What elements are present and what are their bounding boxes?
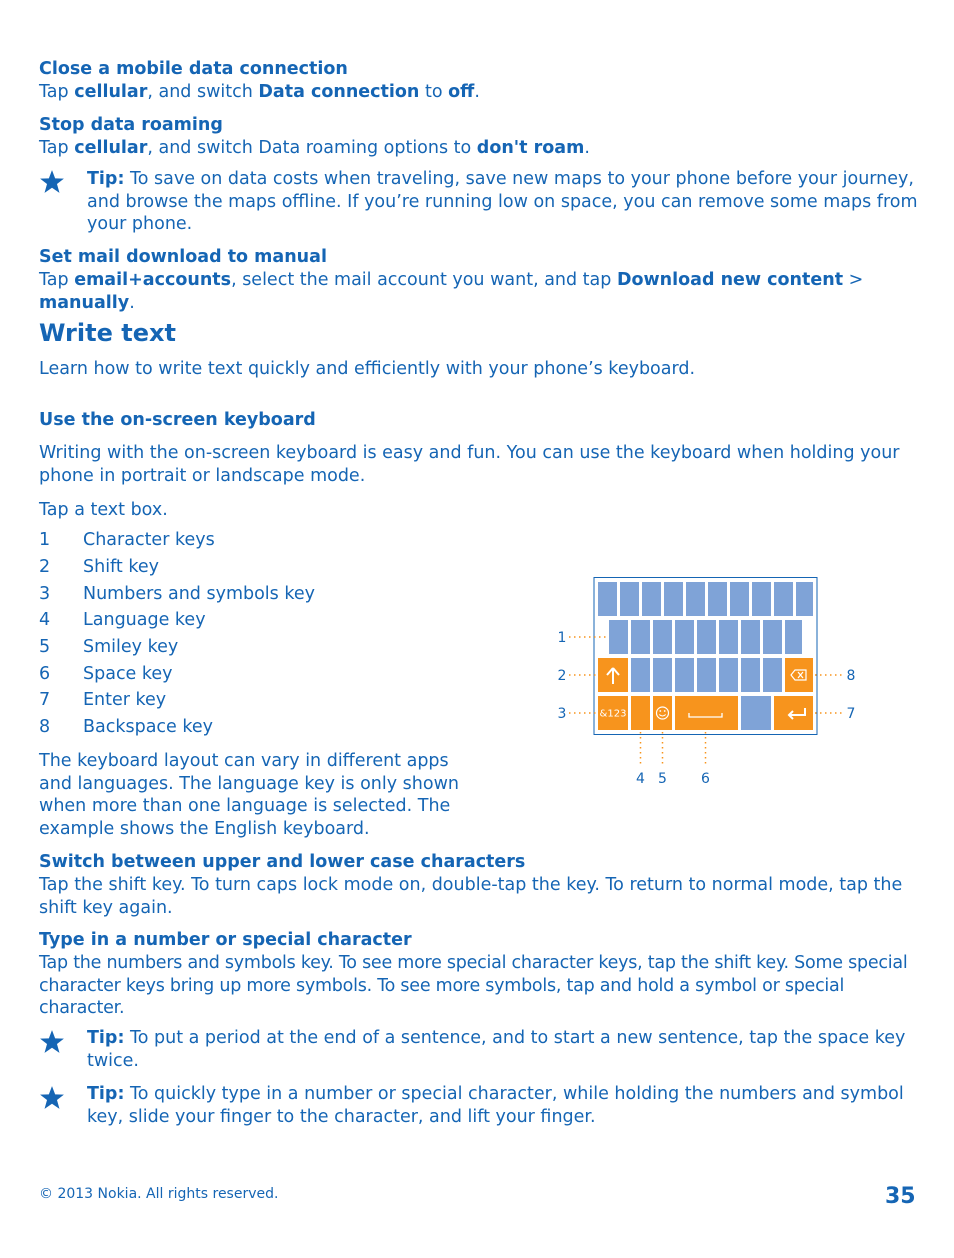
enter-key bbox=[774, 696, 813, 730]
callout-7: 7 bbox=[846, 706, 856, 722]
callout-6: 6 bbox=[701, 771, 710, 787]
character-keys-row-2 bbox=[609, 620, 802, 654]
star-icon bbox=[39, 1029, 65, 1055]
heading: Switch between upper and lower case characters bbox=[39, 852, 526, 872]
smiley-key bbox=[653, 696, 672, 730]
callout-8: 8 bbox=[846, 668, 856, 684]
heading: Stop data roaming bbox=[39, 115, 223, 135]
star-icon bbox=[39, 1085, 65, 1111]
list-item: 5 Smiley key bbox=[39, 637, 179, 657]
list-item: 6 Space key bbox=[39, 664, 173, 684]
copyright: © 2013 Nokia. All rights reserved. bbox=[39, 1186, 279, 1202]
callout-1: 1 bbox=[557, 630, 567, 646]
heading-onscreen-keyboard: Use the on-screen keyboard bbox=[39, 410, 316, 430]
list-item: 3 Numbers and symbols key bbox=[39, 584, 315, 604]
section-switch-case bbox=[39, 851, 924, 919]
body-text: Tap cellular, and switch Data connection to off. bbox=[39, 82, 480, 102]
tip-period: Tip: To put a period at the end of a sentence, and to start a new sentence, tap the space key twice. bbox=[87, 1028, 906, 1071]
onscreen-paragraph: Writing with the on-screen keyboard is easy and fun. You can use the keyboard when holding your phone in portrait or landscape mode. bbox=[39, 443, 900, 486]
character-key bbox=[741, 696, 771, 730]
heading: Set mail download to manual bbox=[39, 247, 327, 267]
space-key bbox=[675, 696, 738, 730]
callout-2: 2 bbox=[557, 668, 567, 684]
section-title: Write text bbox=[39, 319, 176, 347]
tip-maps: Tip: To save on data costs when traveling, save new maps to your phone before your journey, and browse the maps offline. If you’re running low on space, you can remove some maps from your phone. bbox=[87, 169, 918, 234]
list-item: 8 Backspace key bbox=[39, 717, 214, 737]
tap-text-box: Tap a text box. bbox=[39, 500, 168, 520]
character-keys-row-3 bbox=[631, 658, 782, 692]
numbers-symbols-label: &123 bbox=[599, 708, 627, 720]
backspace-key bbox=[785, 658, 813, 692]
layout-note: The keyboard layout can vary in different apps and languages. The language key is only shown when more than one language is selected. The example shows the English keyboard. bbox=[39, 751, 459, 839]
page-number: 35 bbox=[885, 1184, 916, 1209]
keyboard-illustration bbox=[550, 570, 870, 795]
language-key bbox=[631, 696, 650, 730]
callout-4: 4 bbox=[636, 771, 645, 787]
intro-text: Learn how to write text quickly and efficiently with your phone’s keyboard. bbox=[39, 359, 696, 379]
list-item: 1 Character keys bbox=[39, 530, 215, 550]
section-close-mobile-data bbox=[39, 58, 919, 104]
body-text: Tap the numbers and symbols key. To see more special character keys, tap the shift key. Some special character keys bring up more symbols. To see more symbols, tap and hold a symbol or special character. bbox=[39, 953, 908, 1018]
heading: Close a mobile data connection bbox=[39, 59, 348, 79]
section-mail-download bbox=[39, 246, 929, 314]
section-stop-roaming bbox=[39, 114, 919, 160]
body-text: Tap email+accounts, select the mail account you want, and tap Download new content > manually. bbox=[39, 270, 864, 313]
list-item: 7 Enter key bbox=[39, 690, 167, 710]
body-text: Tap the shift key. To turn caps lock mode on, double-tap the key. To return to normal mode, tap the shift key again. bbox=[39, 875, 903, 918]
body-text: Tap cellular, and switch Data roaming options to don't roam. bbox=[39, 138, 590, 158]
list-item: 2 Shift key bbox=[39, 557, 159, 577]
callout-5: 5 bbox=[658, 771, 667, 787]
tip-slide-finger: Tip: To quickly type in a number or special character, while holding the numbers and symbol key, slide your finger to the character, and lift your finger. bbox=[87, 1084, 904, 1127]
star-icon bbox=[39, 169, 65, 195]
heading: Type in a number or special character bbox=[39, 930, 412, 950]
list-item: 4 Language key bbox=[39, 610, 206, 630]
section-number-special bbox=[39, 929, 924, 1020]
callout-3: 3 bbox=[557, 706, 567, 722]
